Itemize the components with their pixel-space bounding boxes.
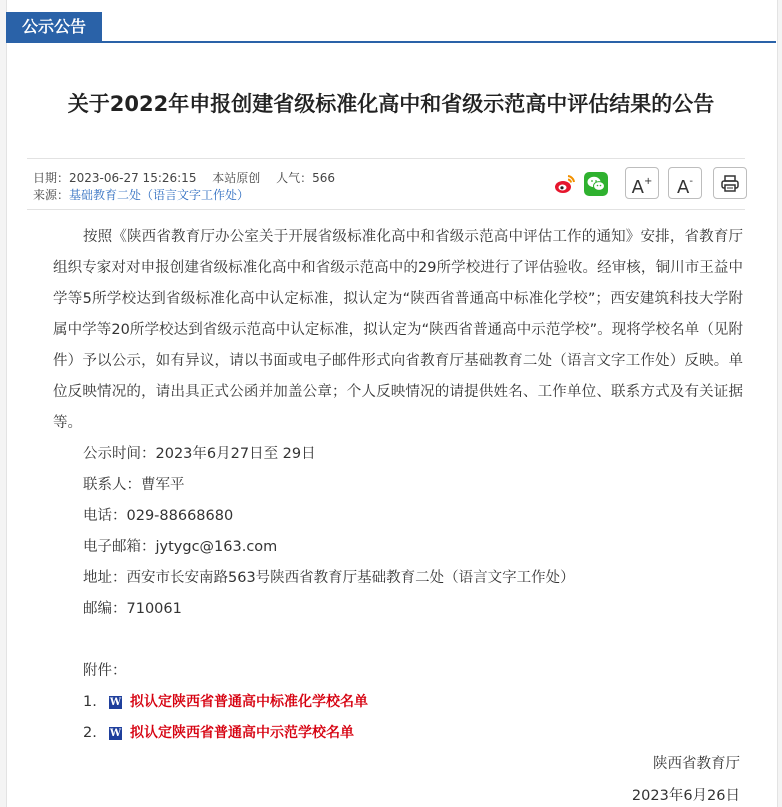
detail-phone: 电话：029-88668680 <box>83 508 234 524</box>
attachment-link[interactable]: 拟认定陕西省普通高中示范学校名单 <box>130 725 354 741</box>
section-tab-underline <box>6 41 776 43</box>
detail-period: 公示时间：2023年6月27日至 29日 <box>83 446 316 462</box>
attachment-item <box>53 718 743 749</box>
font-decrease-sup: - <box>689 176 693 187</box>
meta-popularity: 人气：566 <box>276 171 336 185</box>
printer-icon <box>720 178 740 199</box>
signature-date: 2023年6月26日 <box>631 788 740 804</box>
article-body <box>53 222 743 749</box>
font-decrease-button[interactable] <box>668 167 702 199</box>
font-increase-label: A <box>631 177 644 198</box>
detail-postcode: 邮编：710061 <box>83 601 182 617</box>
detail-contact: 联系人：曹军平 <box>83 477 185 493</box>
detail-address: 地址：西安市长安南路563号陕西省教育厅基础教育二处（语言文字工作处） <box>83 570 575 586</box>
meta-line-date <box>33 169 335 186</box>
article-meta-bar <box>27 158 745 210</box>
body-paragraph: 按照《陕西省教育厅办公室关于开展省级标准化高中和省级示范高中评估工作的通知》安排，省教育厅组织专家对对申报创建省级标准化高中和省级示范高中的29所学校进行了评估验收。经审核，铜川市王益中学等5所学校达到省级标准化高中认定标准，拟认定为“陕西省普通高中标准化学校”；西安建筑科技大学附属中学等20所学校达到省级示范高中认定标准，拟认定为“陕西省普通高中示范学校”。现将学校名单（见附件）予以公示，如有异议，请以书面或电子邮件形式向省教育厅基础教育二处（语言文字工作处）反映。单位反映情况的，请出具正式公函并加盖公章；个人反映情况的请提供姓名、工作单位、联系方式及有关证据等。 <box>53 229 743 431</box>
section-tab[interactable]: 公示公告 <box>6 12 102 42</box>
attachment-number: 2. <box>83 725 97 741</box>
word-doc-icon: W <box>109 728 122 739</box>
meta-line-source <box>33 186 249 203</box>
wechat-share-icon[interactable] <box>584 172 608 196</box>
article-title: 关于2022年申报创建省级标准化高中和省级示范高中评估结果的公告 <box>67 92 715 116</box>
detail-email: 电子邮箱：jytygc@163.com <box>83 539 278 555</box>
attachment-link[interactable]: 拟认定陕西省普通高中标准化学校名单 <box>130 694 368 710</box>
meta-source-link[interactable]: 基础教育二处（语言文字工作处） <box>69 188 250 202</box>
font-decrease-label: A <box>677 177 690 198</box>
signature-org: 陕西省教育厅 <box>653 756 740 772</box>
meta-source-label: 来源： <box>33 188 70 202</box>
meta-origin: 本站原创 <box>212 171 261 185</box>
weibo-share-icon[interactable] <box>553 172 577 196</box>
attachment-item <box>53 687 743 718</box>
font-increase-button[interactable] <box>625 167 659 199</box>
print-button[interactable] <box>713 167 747 199</box>
attachment-number: 1. <box>83 694 97 710</box>
font-increase-sup: + <box>643 176 653 187</box>
word-doc-icon: W <box>109 697 122 708</box>
meta-date: 日期：2023-06-27 15:26:15 <box>33 171 197 185</box>
spacer <box>53 625 743 656</box>
attachments-label: 附件： <box>83 663 127 679</box>
